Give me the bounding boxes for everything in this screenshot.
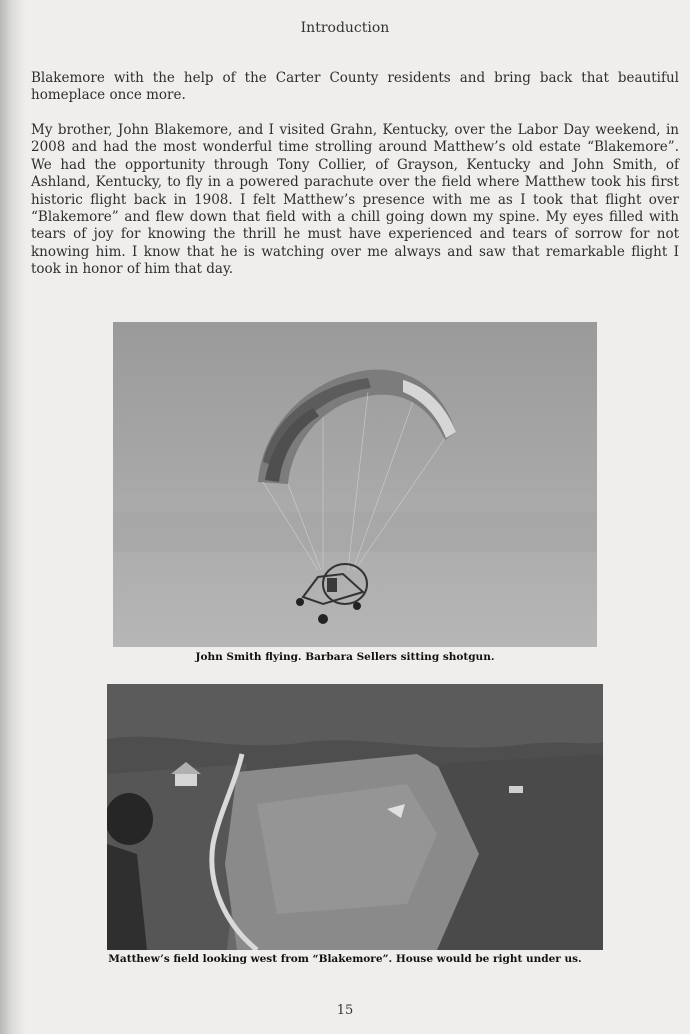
paragraph-1: Blakemore with the help of the Carter County residents and bring back that beautiful homeplace once more. <box>31 70 679 104</box>
binding-shadow <box>0 0 26 1034</box>
powered-parachute-illustration <box>113 322 597 647</box>
paragraph-2: My brother, John Blakemore, and I visited Grahn, Kentucky, over the Labor Day weekend, in 2008 and had the most wonderful time strolling around Matthew’s old estate “Blakemore”. We had the opportunity through Tony Collier, of Grayson, Kentucky and John Smith, of Ashland, Kentucky, to fly in a powered parachute over the field where Matthew took his first historic flight back in 1908. I felt Matthew’s presence with me as I took that flight over “Blakemore” and flew down that field with a chill going down my spine. My eyes filled with tears of joy for knowing the thrill he must have experienced and tears of sorrow for not knowing him. I know that he is watching over me always and saw that remarkable flight I took in honor of him that day. <box>31 122 679 278</box>
photo-2-caption: Matthew’s field looking west from “Blakemore”. House would be right under us. <box>108 953 582 965</box>
photo-aerial-field <box>107 684 603 950</box>
photo-1-caption: John Smith flying. Barbara Sellers sitting shotgun. <box>195 651 495 663</box>
aerial-field-illustration <box>107 684 603 950</box>
page-number: 15 <box>336 1003 354 1018</box>
photo-powered-parachute <box>113 322 597 647</box>
page-header: Introduction <box>300 20 390 36</box>
